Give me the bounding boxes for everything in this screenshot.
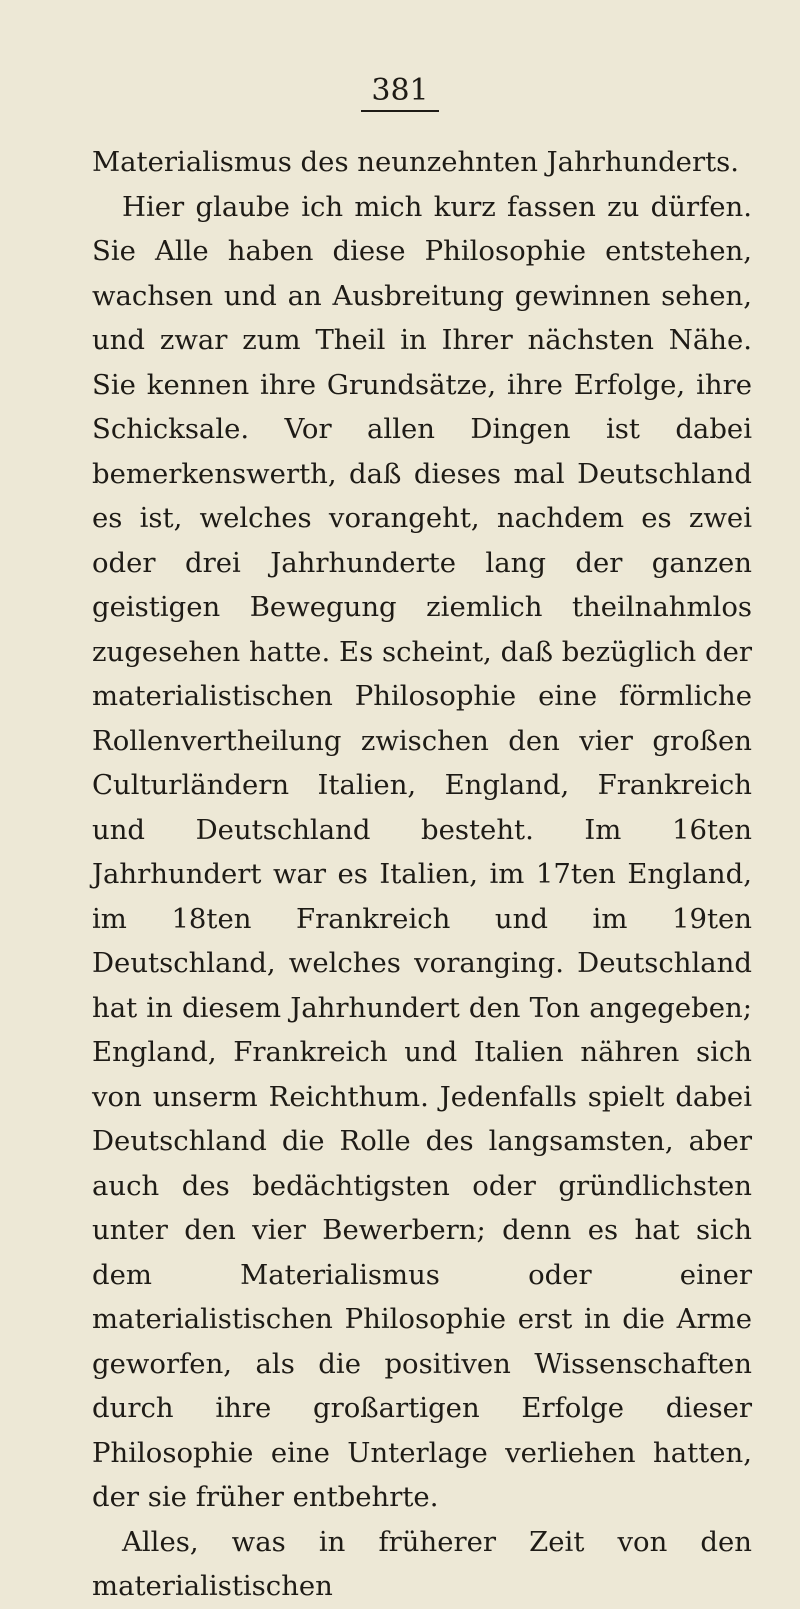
page-number [0, 74, 800, 112]
paragraph-1: Hier glaube ich mich kurz fassen zu dürfen. Sie Alle haben diese Philosophie entstehen, wachsen und an Ausbreitung gewinnen sehen, und zwar zum Theil in Ihrer nächsten Nähe. Sie kennen ihre Grundsätze, ihre Erfolge, ihre Schicksale. Vor allen Dingen ist dabei bemerkenswerth, daß dieses mal Deutschland es ist, welches vorangeht, nachdem es zwei oder drei Jahrhunderte lang der ganzen geistigen Bewegung ziemlich theilnahmlos zugesehen hatte. Es scheint, daß bezüglich der materialistischen Philosophie eine förmliche Rollenvertheilung zwischen den vier großen Culturländern Italien, England, Frankreich und Deutschland besteht. Im 16ten Jahrhundert war es Italien, im 17ten England, im 18ten Frankreich und im 19ten Deutschland, welches voranging. Deutschland hat in diesem Jahrhundert den Ton angegeben; England, Frankreich und Italien nähren sich von unserm Reichthum. Jedenfalls spielt dabei Deutschland die Rolle des langsamsten, aber auch des bedächtigsten oder gründlichsten unter den vier Bewerbern; denn es hat sich dem Materialismus oder einer materialistischen Philosophie erst in die Arme geworfen, als die positiven Wissenschaften durch ihre großartigen Erfolge dieser Philosophie eine Unterlage verliehen hatten, der sie früher entbehrte. [92, 190, 752, 1513]
section-heading: Materialismus des neunzehnten Jahrhunderts. [92, 146, 740, 178]
paragraph-2: Alles, was in früherer Zeit von den materialistischen [92, 1525, 752, 1602]
text-block [92, 140, 752, 1609]
page-number-text: 381 [361, 74, 438, 112]
